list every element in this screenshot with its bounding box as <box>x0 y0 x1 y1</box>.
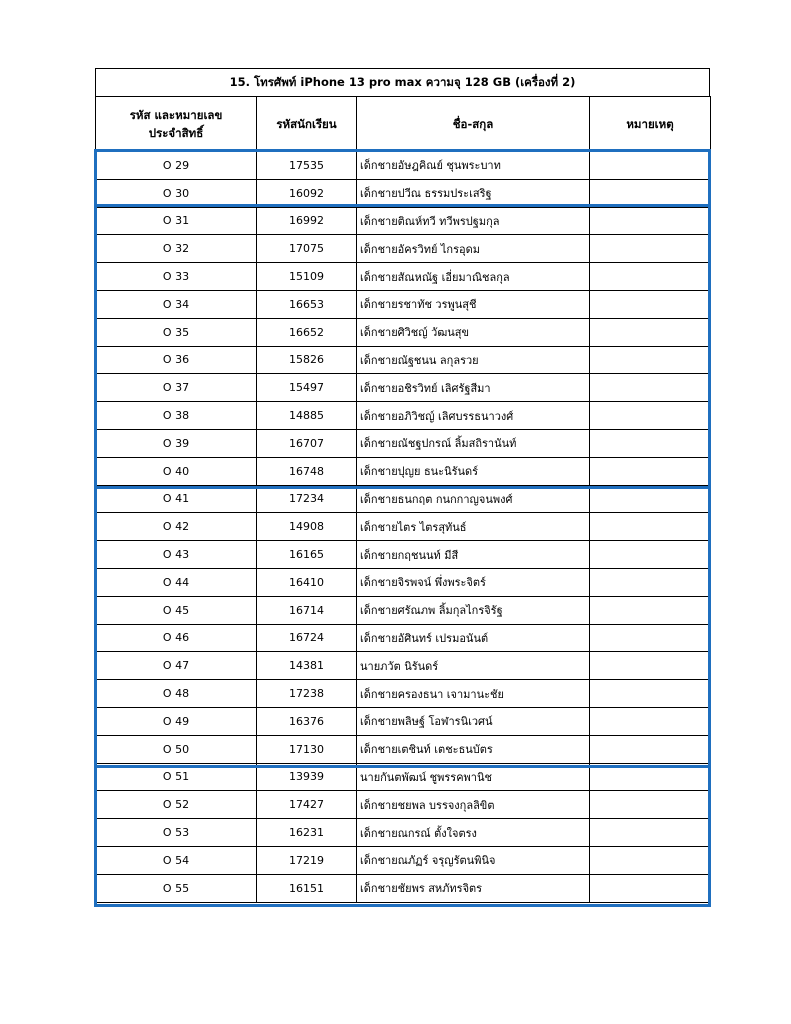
row-student-id: 16151 <box>257 874 357 902</box>
row-note <box>590 707 711 735</box>
row-name: เด็กชายจิรพจน์ พึ่งพระจิตร์ <box>357 568 590 596</box>
row-student-id: 16724 <box>257 624 357 652</box>
row-name: เด็กชายไตร ไตรสุทันธ์ <box>357 513 590 541</box>
row-name: เด็กชายสัณหณัฐ เอี่ยมาณิชลกุล <box>357 263 590 291</box>
row-name: เด็กชายรชาทัช วรพูนสุชี <box>357 290 590 318</box>
row-code: O 36 <box>96 346 257 374</box>
row-code: O 39 <box>96 429 257 457</box>
row-note <box>590 624 711 652</box>
table-row <box>96 429 711 457</box>
row-code: O 54 <box>96 846 257 874</box>
table-row <box>96 735 711 763</box>
row-note <box>590 485 711 513</box>
table-row <box>96 596 711 624</box>
row-student-id: 16707 <box>257 429 357 457</box>
row-name: เด็กชายอัครวิทย์ ไกรอุดม <box>357 235 590 263</box>
row-name: เด็กชายณัฐชนน ลกุลรวย <box>357 346 590 374</box>
table-row <box>96 652 711 680</box>
table-row <box>96 374 711 402</box>
row-name: เด็กชายติณห์ทวี ทวีพรปฐมกุล <box>357 207 590 235</box>
row-name: เด็กชายเตชินท์ เตชะธนบัตร <box>357 735 590 763</box>
row-student-id: 16410 <box>257 568 357 596</box>
row-code: O 46 <box>96 624 257 652</box>
row-note <box>590 819 711 847</box>
row-student-id: 17130 <box>257 735 357 763</box>
row-student-id: 16748 <box>257 457 357 485</box>
row-code: O 50 <box>96 735 257 763</box>
row-code: O 33 <box>96 263 257 291</box>
row-note <box>590 735 711 763</box>
row-student-id: 16714 <box>257 596 357 624</box>
table-row <box>96 846 711 874</box>
table-row <box>96 624 711 652</box>
row-name: เด็กชายณัชฐปกรณ์ ลิ้มสถิรานันท์ <box>357 429 590 457</box>
table-row <box>96 207 711 235</box>
header-code-line1: รหัส และหมายเลข <box>129 108 223 122</box>
row-note <box>590 680 711 708</box>
row-note <box>590 596 711 624</box>
row-name: เด็กชายพลิษฐ์ โอฬารนิเวศน์ <box>357 707 590 735</box>
document-title: 15. โทรศัพท์ iPhone 13 pro max ความจุ 128 GB (เครื่องที่ 2) <box>95 68 710 97</box>
row-code: O 30 <box>96 179 257 207</box>
row-code: O 31 <box>96 207 257 235</box>
row-student-id: 17427 <box>257 791 357 819</box>
row-code: O 38 <box>96 402 257 430</box>
row-student-id: 15497 <box>257 374 357 402</box>
row-note <box>590 374 711 402</box>
row-code: O 45 <box>96 596 257 624</box>
row-code: O 41 <box>96 485 257 513</box>
header-name: ชื่อ-สกุล <box>357 97 590 152</box>
row-name: เด็กชายอัษฎคิณย์ ชุนพระบาท <box>357 152 590 180</box>
row-note <box>590 429 711 457</box>
table-row <box>96 152 711 180</box>
row-name: เด็กชายศิวิชญ์ วัฒนสุข <box>357 318 590 346</box>
row-note <box>590 541 711 569</box>
row-name: เด็กชายชัยพร สหภัทรจิตร <box>357 874 590 902</box>
row-code: O 49 <box>96 707 257 735</box>
row-code: O 34 <box>96 290 257 318</box>
row-student-id: 16653 <box>257 290 357 318</box>
row-code: O 37 <box>96 374 257 402</box>
row-student-id: 16376 <box>257 707 357 735</box>
row-note <box>590 763 711 791</box>
table-row <box>96 541 711 569</box>
row-name: เด็กชายอชิรวิทย์ เลิศรัฐสีมา <box>357 374 590 402</box>
row-note <box>590 874 711 902</box>
row-note <box>590 568 711 596</box>
row-name: นายภวัต นิรันดร์ <box>357 652 590 680</box>
row-student-id: 14381 <box>257 652 357 680</box>
row-student-id: 13939 <box>257 763 357 791</box>
row-code: O 29 <box>96 152 257 180</box>
row-name: นายกันตพัฒน์ ชูพรรคพานิช <box>357 763 590 791</box>
header-note: หมายเหตุ <box>590 97 711 152</box>
row-code: O 40 <box>96 457 257 485</box>
row-name: เด็กชายกฤชนนท์ มีสี <box>357 541 590 569</box>
row-note <box>590 457 711 485</box>
table-row <box>96 568 711 596</box>
row-code: O 51 <box>96 763 257 791</box>
row-student-id: 17238 <box>257 680 357 708</box>
row-code: O 48 <box>96 680 257 708</box>
row-note <box>590 263 711 291</box>
row-student-id: 16231 <box>257 819 357 847</box>
table-row <box>96 763 711 791</box>
row-student-id: 16652 <box>257 318 357 346</box>
row-code: O 52 <box>96 791 257 819</box>
header-code-line2: ประจำสิทธิ์ <box>148 126 204 140</box>
row-student-id: 14908 <box>257 513 357 541</box>
row-name: เด็กชายครองธนา เจามานะชัย <box>357 680 590 708</box>
row-note <box>590 207 711 235</box>
table-row <box>96 680 711 708</box>
row-name: เด็กชายศรัณภพ ลิ้มกุลไกรจิรัฐ <box>357 596 590 624</box>
table-row <box>96 457 711 485</box>
table-header-row <box>96 97 711 152</box>
table-row <box>96 235 711 263</box>
row-code: O 53 <box>96 819 257 847</box>
row-name: เด็กชายปุญย ธนะนิรันดร์ <box>357 457 590 485</box>
student-table <box>95 96 711 903</box>
row-code: O 55 <box>96 874 257 902</box>
header-student-id: รหัสนักเรียน <box>257 97 357 152</box>
row-note <box>590 846 711 874</box>
row-code: O 42 <box>96 513 257 541</box>
row-student-id: 17075 <box>257 235 357 263</box>
row-code: O 35 <box>96 318 257 346</box>
table-row <box>96 513 711 541</box>
row-name: เด็กชายอภิวิชญ์ เลิศบรรธนาวงศ์ <box>357 402 590 430</box>
row-note <box>590 179 711 207</box>
row-code: O 32 <box>96 235 257 263</box>
row-code: O 47 <box>96 652 257 680</box>
row-name: เด็กชายอัศินทร์ เปรมอนันต์ <box>357 624 590 652</box>
row-student-id: 14885 <box>257 402 357 430</box>
table-row <box>96 179 711 207</box>
table-row <box>96 874 711 902</box>
table-row <box>96 263 711 291</box>
row-code: O 43 <box>96 541 257 569</box>
row-name: เด็กชายณกรณ์ ตั้งใจตรง <box>357 819 590 847</box>
row-note <box>590 791 711 819</box>
row-student-id: 17535 <box>257 152 357 180</box>
row-note <box>590 513 711 541</box>
row-note <box>590 235 711 263</box>
row-student-id: 17219 <box>257 846 357 874</box>
row-student-id: 15109 <box>257 263 357 291</box>
row-student-id: 16992 <box>257 207 357 235</box>
row-code: O 44 <box>96 568 257 596</box>
header-code <box>96 97 257 152</box>
table-row <box>96 318 711 346</box>
table-row <box>96 819 711 847</box>
row-name: เด็กชายปวีณ ธรรมประเสริฐ <box>357 179 590 207</box>
row-name: เด็กชายณภัฏร์ จรุญรัตนพินิจ <box>357 846 590 874</box>
row-note <box>590 652 711 680</box>
row-note <box>590 318 711 346</box>
row-name: เด็กชายชยพล บรรจงกุลลิขิต <box>357 791 590 819</box>
table-row <box>96 707 711 735</box>
row-note <box>590 402 711 430</box>
row-student-id: 16165 <box>257 541 357 569</box>
row-note <box>590 290 711 318</box>
row-note <box>590 152 711 180</box>
row-student-id: 17234 <box>257 485 357 513</box>
table-row <box>96 485 711 513</box>
table-row <box>96 346 711 374</box>
row-name: เด็กชายธนกฤต กนกกาญจนพงศ์ <box>357 485 590 513</box>
row-student-id: 15826 <box>257 346 357 374</box>
table-row <box>96 290 711 318</box>
table-row <box>96 402 711 430</box>
row-note <box>590 346 711 374</box>
row-student-id: 16092 <box>257 179 357 207</box>
table-row <box>96 791 711 819</box>
